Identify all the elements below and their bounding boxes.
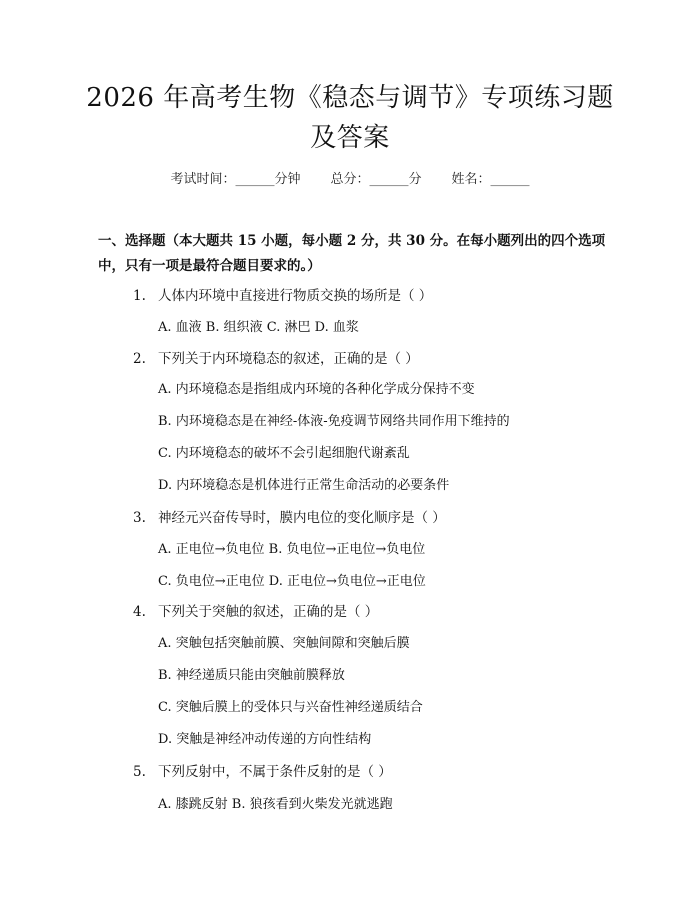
page-title: [60, 78, 640, 158]
question-4-option-a: A. 突触包括突触前膜、突触间隙和突触后膜: [158, 636, 410, 651]
question-2-option-c: C. 内环境稳态的破坏不会引起细胞代谢紊乱: [158, 446, 410, 461]
question-number: 2.: [133, 351, 146, 367]
question-text: 人体内环境中直接进行物质交换的场所是（ ）: [158, 288, 433, 304]
title-line-1: 2026 年高考生物《稳态与调节》专项练习题: [86, 83, 614, 113]
question-2-option-d: D. 内环境稳态是机体进行正常生命活动的必要条件: [158, 478, 450, 493]
question-1: [133, 284, 432, 304]
question-number: 4.: [133, 604, 146, 620]
question-3-options-cd: C. 负电位→正电位 D. 正电位→负电位→正电位: [158, 574, 426, 589]
section-heading: 一、选择题（本大题共 15 小题，每小题 2 分，共 30 分。在每小题列出的四个选项中，只有一项是最符合题目要求的。）: [98, 233, 606, 274]
exam-score: 总分：______分: [330, 172, 422, 187]
question-number: 3.: [133, 510, 146, 526]
question-5: [133, 760, 392, 780]
question-3-options-ab: A. 正电位→负电位 B. 负电位→正电位→负电位: [158, 542, 426, 557]
question-4-option-c: C. 突触后膜上的受体只与兴奋性神经递质结合: [158, 700, 423, 715]
question-5-options: A. 膝跳反射 B. 狼孩看到火柴发光就逃跑: [158, 797, 393, 812]
question-3: [133, 506, 446, 526]
question-4-option-b: B. 神经递质只能由突触前膜释放: [158, 668, 345, 683]
question-number: 5.: [133, 764, 146, 780]
exam-time: 考试时间：______分钟: [170, 172, 301, 187]
question-number: 1.: [133, 288, 146, 304]
question-1-options: A. 血液 B. 组织液 C. 淋巴 D. 血浆: [158, 320, 359, 335]
title-line-2: 及答案: [310, 123, 390, 153]
exam-meta: [0, 168, 700, 187]
question-2-option-b: B. 内环境稳态是在神经-体液-免疫调节网络共同作用下维持的: [158, 414, 510, 429]
question-text: 下列反射中，不属于条件反射的是（ ）: [158, 764, 392, 780]
question-2: [133, 347, 419, 367]
question-2-option-a: A. 内环境稳态是指组成内环境的各种化学成分保持不变: [158, 382, 475, 397]
student-name: 姓名：______: [451, 172, 530, 187]
question-text: 下列关于突触的叙述，正确的是（ ）: [158, 604, 379, 620]
question-4-option-d: D. 突触是神经冲动传递的方向性结构: [158, 732, 372, 747]
question-text: 下列关于内环境稳态的叙述，正确的是（ ）: [158, 351, 419, 367]
question-text: 神经元兴奋传导时，膜内电位的变化顺序是（ ）: [158, 510, 446, 526]
question-4: [133, 600, 378, 620]
